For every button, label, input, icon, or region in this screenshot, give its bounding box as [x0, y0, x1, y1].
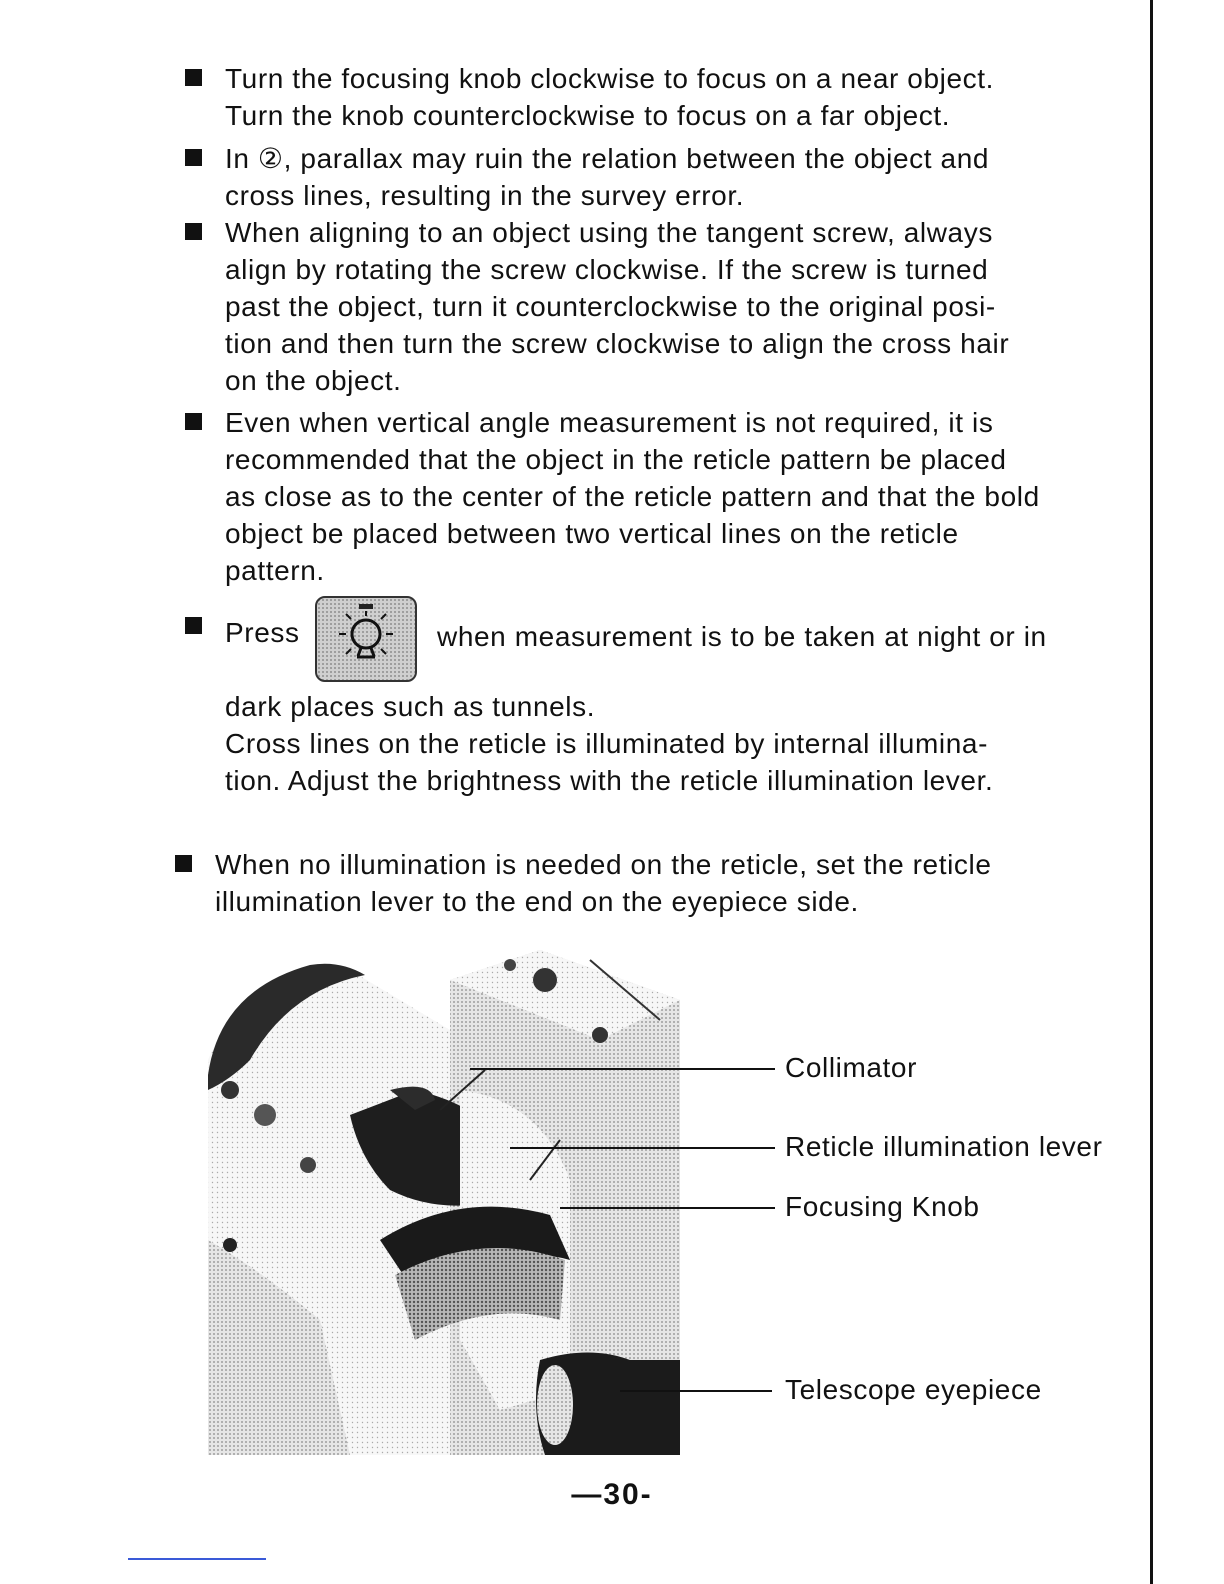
leader-eyepiece — [620, 1390, 772, 1392]
bullet-square-icon — [185, 149, 202, 166]
text-line: In ②, parallax may ruin the relation between the object and — [225, 143, 990, 174]
text-line: past the object, turn it counterclockwise to the original posi- — [225, 291, 996, 322]
text-line: recommended that the object in the reticle pattern be placed — [225, 444, 1007, 475]
press-word: Press — [225, 617, 300, 648]
bullet-tangent-screw — [185, 214, 1090, 399]
text-line: Turn the focusing knob clockwise to focus on a near object. — [225, 63, 994, 94]
bullet-square-icon — [185, 69, 202, 86]
text-line: align by rotating the screw clockwise. If the screw is turned — [225, 254, 989, 285]
text-line: When aligning to an object using the tangent screw, always — [225, 217, 993, 248]
press-rest-text: when measurement is to be taken at night or in — [437, 621, 1047, 652]
reticle-illumination-key-icon — [315, 596, 417, 682]
bullet-text — [225, 214, 1090, 399]
bullet-text — [215, 846, 1080, 920]
bullet-parallax — [185, 140, 1090, 214]
bullet-square-icon — [185, 413, 202, 430]
callout-reticle-illumination-lever: Reticle illumination lever — [785, 1131, 1103, 1162]
leader-collimator — [470, 1068, 775, 1070]
text-line: object be placed between two vertical lines on the reticle — [225, 518, 959, 549]
text-line: dark places such as tunnels. — [225, 691, 596, 722]
callout-telescope-eyepiece: Telescope eyepiece — [785, 1374, 1042, 1405]
text-line: as close as to the center of the reticle pattern and that the bold — [225, 481, 1040, 512]
press-row — [225, 608, 1090, 688]
text-line: on the object. — [225, 365, 402, 396]
callout-collimator: Collimator — [785, 1052, 918, 1083]
bullet-square-icon — [175, 855, 192, 872]
text-line: Cross lines on the reticle is illuminated by internal illumina- — [225, 728, 988, 759]
text-line: tion and then turn the screw clockwise to align the cross hair — [225, 328, 1010, 359]
leader-reticle-lever — [510, 1147, 775, 1149]
bulb-icon — [317, 598, 415, 680]
bullet-no-illumination — [175, 846, 1080, 920]
bullet-focusing-knob — [185, 60, 1090, 134]
bullet-vertical-angle — [185, 404, 1090, 589]
bottom-underline — [128, 1558, 266, 1560]
bullet-text — [225, 404, 1090, 589]
bullet-text — [225, 608, 1090, 799]
bullet-square-icon — [185, 223, 202, 240]
text-line: Turn the knob counterclockwise to focus on a far object. — [225, 100, 951, 131]
page-edge-rule — [1150, 0, 1153, 1584]
bullet-square-icon — [185, 617, 202, 634]
text-line: tion. Adjust the brightness with the reticle illumination lever. — [225, 765, 994, 796]
text-line: When no illumination is needed on the reticle, set the reticle — [215, 849, 992, 880]
text-line: illumination lever to the end on the eyepiece side. — [215, 886, 859, 917]
telescope-photo — [200, 940, 690, 1455]
text-line: Even when vertical angle measurement is not required, it is — [225, 407, 994, 438]
text-line: cross lines, resulting in the survey error. — [225, 180, 745, 211]
leader-focusing-knob — [560, 1207, 775, 1209]
bullet-text — [225, 60, 1090, 134]
bullet-illumination-key — [185, 608, 1090, 799]
bullet-text — [225, 140, 1090, 214]
text-line: pattern. — [225, 555, 325, 586]
callout-focusing-knob: Focusing Knob — [785, 1191, 980, 1222]
page-number: —30- — [571, 1478, 653, 1511]
